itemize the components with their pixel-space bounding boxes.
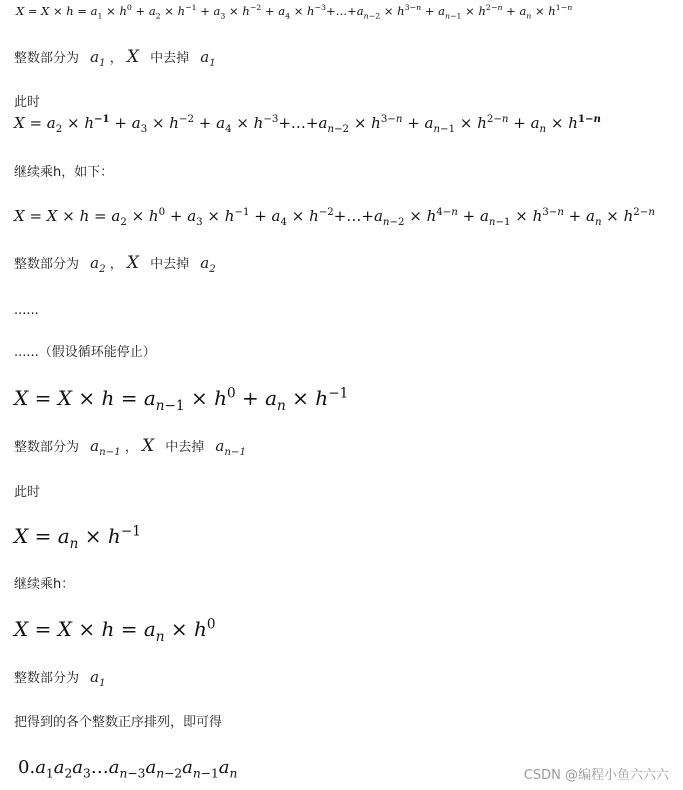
math-an-1: $a_{n-1}$ <box>90 437 121 458</box>
paragraph-int-part-1 <box>14 48 216 68</box>
math-X: X <box>126 253 139 273</box>
comma: ， <box>109 51 123 66</box>
math-X: X <box>142 436 155 456</box>
remove-label: 中去掉 <box>150 257 190 272</box>
equation-4: $X = X \times h = a_{n-1} \times h^0 + a_n \times h^{-1}$ <box>14 385 349 414</box>
int-part-label: 整数部分为 <box>14 51 80 66</box>
equation-1: $X = X \times h = a_1 \times h^0 + a_2 \times h^{-1} + a_3 \times h^{-2} + a_4$ × $h^{-3}+\dots+a_{n-2} \times h^{3-n} + a_{n-1} \times h^{2-n} + a_n \times h^{1-n}$ <box>16 3 573 21</box>
math-a1: $a_1$ <box>90 668 106 689</box>
paragraph-int-part-3 <box>14 437 246 457</box>
ellipsis-2: ......（假设循环能停止） <box>14 345 156 360</box>
math-X: X <box>126 47 139 67</box>
paragraph-arrange: 把得到的各个整数正序排列，即可得 <box>14 715 223 730</box>
math-a1: $a_1$ <box>90 48 106 69</box>
paragraph-continue-multiply: 继续乘h，如下： <box>14 165 114 180</box>
equation-5: $X = a_n \times h^{-1}$ <box>14 523 141 552</box>
math-a1: $a_1$ <box>200 48 216 69</box>
equation-result: $0.a_1a_2a_3\dots a_{n-3}a_{n-2}a_{n-1}a_n$ <box>18 757 238 781</box>
math-an-1: $a_{n-1}$ <box>215 437 246 458</box>
equation-2: $X = a_2 \times h^{-1} + a_3 \times h^{-2} + a_4$ × $h^{-3}+\dots+a_{n-2} \times h^{3-n} + a_{n-1} \times h^{2-n} + a_n \times h^{1-n}$ <box>14 113 601 135</box>
paragraph-at-this-time-1: 此时 <box>14 95 41 110</box>
comma: ， <box>124 440 138 455</box>
math-a2: $a_2$ <box>90 254 106 275</box>
paragraph-at-this-time-2: 此时 <box>14 485 41 500</box>
comma: ， <box>109 257 123 272</box>
math-a2: $a_2$ <box>200 254 216 275</box>
csdn-watermark: CSDN @编程小鱼六六六 <box>523 768 669 783</box>
int-part-label: 整数部分为 <box>14 257 80 272</box>
paragraph-int-part-4 <box>14 668 106 688</box>
int-part-label: 整数部分为 <box>14 440 80 455</box>
remove-label: 中去掉 <box>165 440 205 455</box>
paragraph-continue-multiply-h: 继续乘h： <box>14 577 75 592</box>
paragraph-int-part-2 <box>14 254 216 274</box>
int-part-label: 整数部分为 <box>14 671 80 686</box>
ellipsis-1: ...... <box>14 303 39 318</box>
equation-6: $X = X \times h = a_n \times h^0$ <box>14 616 216 645</box>
equation-3: $X = X \times h = a_2 \times h^0 + a_3 \times h^{-1} + a_4$ × $h^{-2}+\dots+a_{n-2} \times h^{4-n} + a_{n-1} \times h^{3-n} + a_n \times h^{2-n}$ <box>14 207 655 228</box>
remove-label: 中去掉 <box>150 51 190 66</box>
